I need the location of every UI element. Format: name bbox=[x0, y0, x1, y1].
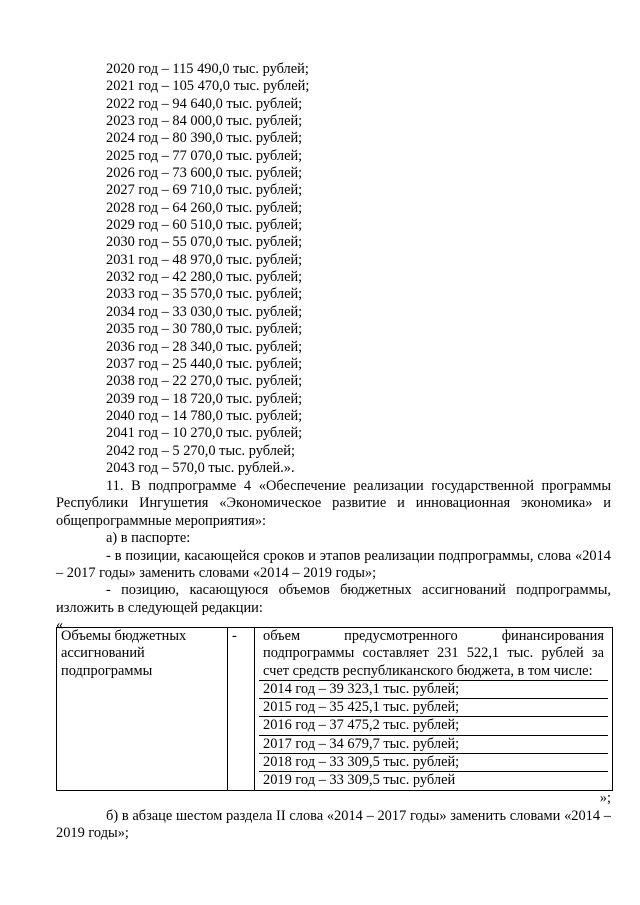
year-line: 2030 год – 55 070,0 тыс. рублей; bbox=[106, 234, 303, 251]
funding-years-list bbox=[106, 61, 309, 477]
funding-year-row: 2016 год – 37 475,2 тыс. рублей; bbox=[259, 717, 608, 735]
year-line: 2023 год – 84 000,0 тыс. рублей; bbox=[106, 113, 303, 130]
year-line: 2026 год – 73 600,0 тыс. рублей; bbox=[106, 165, 303, 182]
paragraph-11: 11. В подпрограмме 4 «Обеспечение реализации государственной программы Республики Ингушетия «Экономическое развитие и инновационная экономика» и общепрограммные мероприятия»: bbox=[56, 478, 611, 529]
year-line: 2032 год – 42 280,0 тыс. рублей; bbox=[106, 269, 303, 286]
year-line: 2038 год – 22 270,0 тыс. рублей; bbox=[106, 373, 303, 390]
year-line: 2020 год – 115 490,0 тыс. рублей; bbox=[106, 61, 309, 77]
year-line: 2027 год – 69 710,0 тыс. рублей; bbox=[106, 182, 303, 199]
year-line: 2024 год – 80 390,0 тыс. рублей; bbox=[106, 130, 303, 147]
funding-intro: объем предусмотренного финансирования подпрограммы составляет 231 522,1 тыс. рублей за счет средств республиканского бюджета, в том числе: bbox=[259, 628, 608, 681]
year-line: 2021 год – 105 470,0 тыс. рублей; bbox=[106, 78, 310, 95]
table-label-cell: Объемы бюджетных ассигнований подпрограммы bbox=[57, 628, 228, 791]
opening-quote: « bbox=[56, 617, 64, 634]
year-line: 2031 год – 48 970,0 тыс. рублей; bbox=[106, 251, 303, 268]
year-line: 2022 год – 94 640,0 тыс. рублей; bbox=[106, 95, 303, 112]
item-b-block bbox=[56, 808, 611, 843]
funding-year-row: 2015 год – 35 425,1 тыс. рублей; bbox=[259, 699, 608, 717]
year-line: 2040 год – 14 780,0 тыс. рублей; bbox=[106, 407, 303, 424]
year-line: 2039 год – 18 720,0 тыс. рублей; bbox=[106, 390, 303, 407]
year-line: 2028 год – 64 260,0 тыс. рублей; bbox=[106, 199, 303, 216]
dash-item-2: - позицию, касающуюся объемов бюджетных ассигнований подпрограммы, изложить в следующей редакции: bbox=[56, 582, 611, 616]
year-line: 2037 год – 25 440,0 тыс. рублей; bbox=[106, 355, 303, 372]
year-line: 2025 год – 77 070,0 тыс. рублей; bbox=[106, 147, 303, 164]
year-line: 2033 год – 35 570,0 тыс. рублей; bbox=[106, 286, 303, 303]
item-b: б) в абзаце шестом раздела II слова «2014 – 2017 годы» заменить словами «2014 – 2019 годы»; bbox=[56, 808, 611, 842]
year-line: 2042 год – 5 270,0 тыс. рублей; bbox=[106, 442, 295, 459]
year-line: 2035 год – 30 780,0 тыс. рублей; bbox=[106, 321, 303, 338]
funding-year-row: 2014 год – 39 323,1 тыс. рублей; bbox=[259, 681, 608, 699]
table-dash-cell: - bbox=[228, 628, 255, 791]
budget-allocation-table bbox=[56, 627, 613, 791]
item-a: а) в паспорте: bbox=[106, 530, 191, 547]
year-line: 2041 год – 10 270,0 тыс. рублей; bbox=[106, 425, 303, 442]
table-value-cell bbox=[255, 628, 613, 791]
amendment-section bbox=[56, 478, 611, 635]
funding-year-row: 2018 год – 33 309,5 тыс. рублей; bbox=[259, 754, 608, 772]
year-line: 2034 год – 33 030,0 тыс. рублей; bbox=[106, 303, 303, 320]
closing-quote: »; bbox=[599, 790, 611, 806]
funding-year-row: 2019 год – 33 309,5 тыс. рублей bbox=[263, 772, 456, 789]
year-line: 2036 год – 28 340,0 тыс. рублей; bbox=[106, 338, 303, 355]
dash-item-1: - в позиции, касающейся сроков и этапов реализации подпрограммы, слова «2014 – 2017 годы» заменить словами «2014 – 2019 годы»; bbox=[56, 547, 611, 582]
year-line: 2043 год – 570,0 тыс. рублей.». bbox=[106, 459, 295, 476]
year-line: 2029 год – 60 510,0 тыс. рублей; bbox=[106, 217, 303, 234]
funding-year-row: 2017 год – 34 679,7 тыс. рублей; bbox=[259, 736, 608, 754]
closing-quote-line bbox=[56, 790, 611, 807]
